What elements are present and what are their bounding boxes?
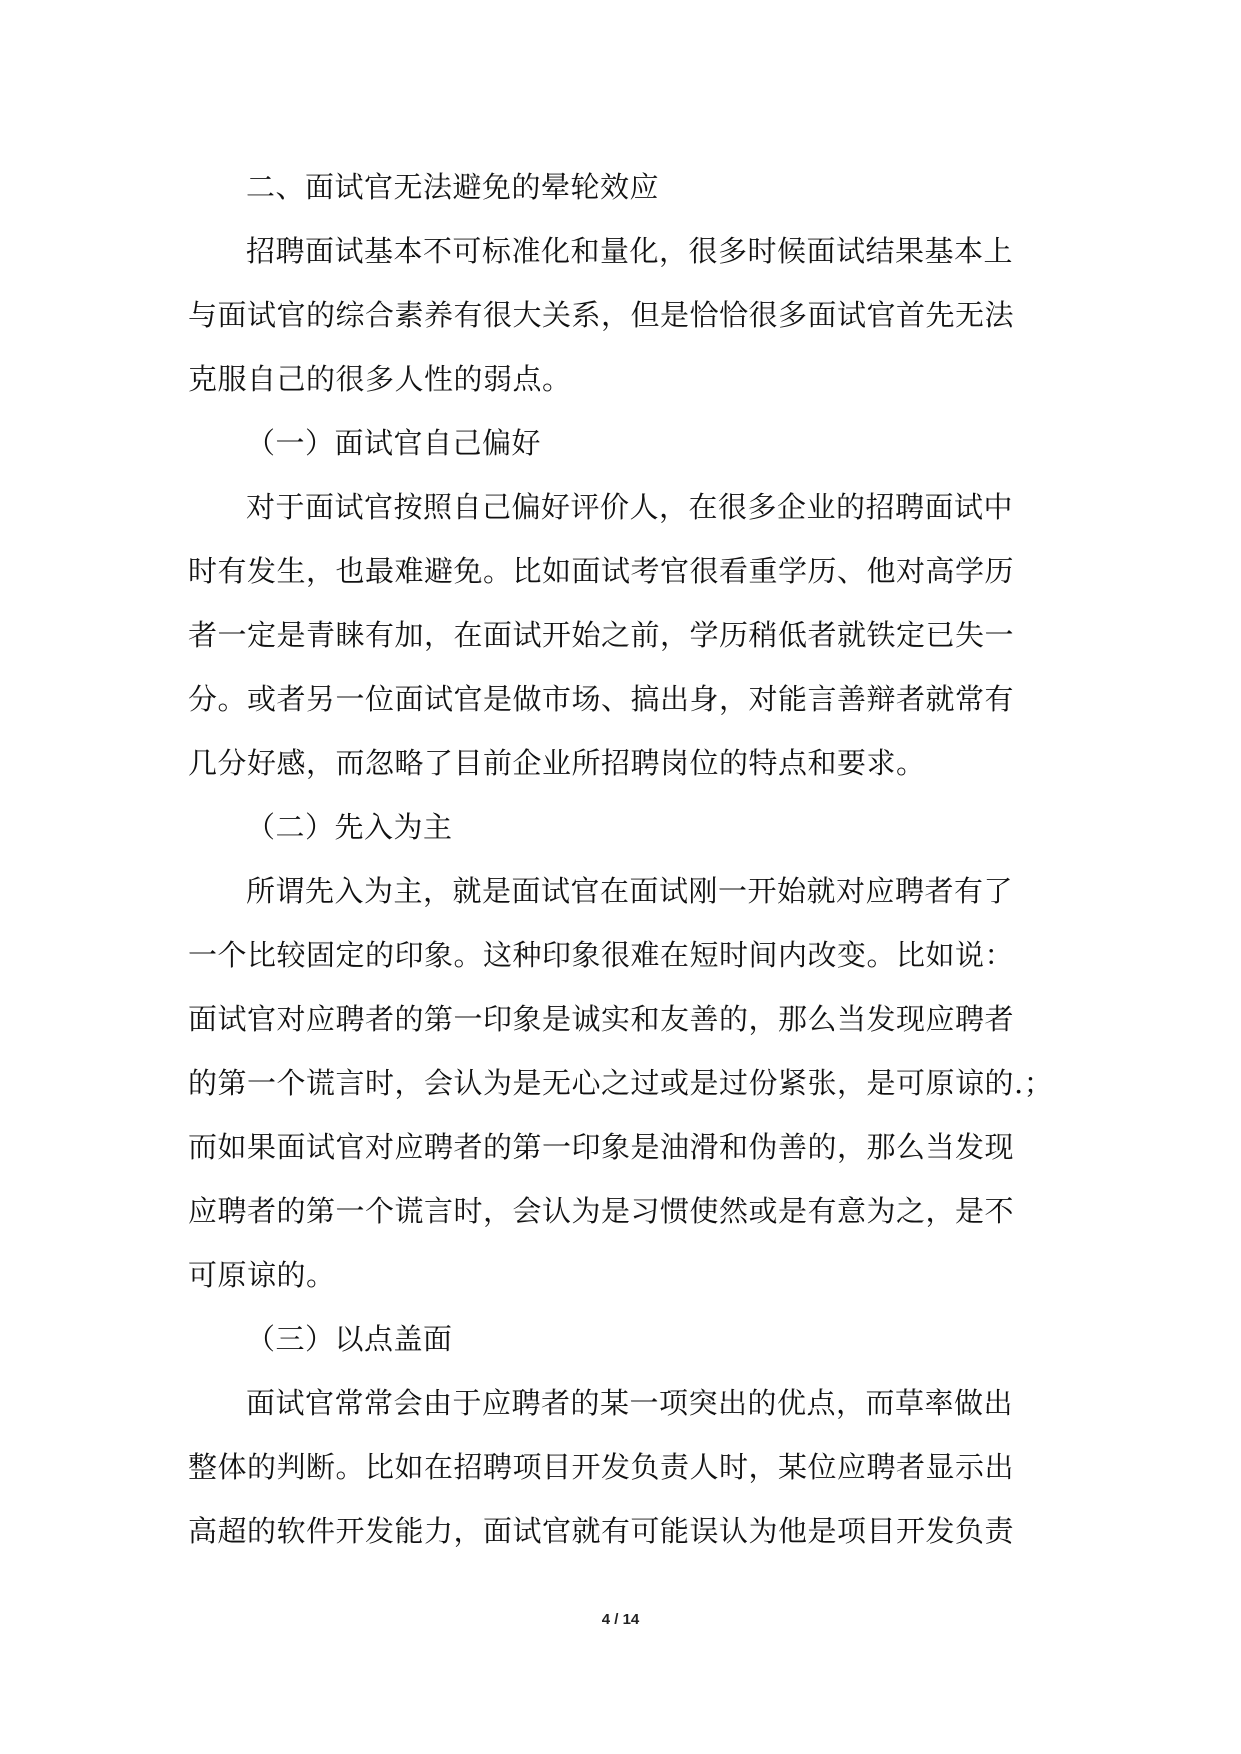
subsection-heading: （三）以点盖面 — [246, 1322, 453, 1356]
section-heading: 二、面试官无法避免的晕轮效应 — [246, 170, 660, 204]
paragraph-line: 一个比较固定的印象。这种印象很难在短时间内改变。比如说： — [188, 938, 1015, 972]
paragraph-line: 面试官常常会由于应聘者的某一项突出的优点，而草率做出 — [246, 1386, 1014, 1420]
paragraph-line: 高超的软件开发能力，面试官就有可能误认为他是项目开发负责 — [188, 1514, 1015, 1548]
paragraph-line: 分。或者另一位面试官是做市场、搞出身，对能言善辩者就常有 — [188, 682, 1015, 716]
paragraph-line: 与面试官的综合素养有很大关系，但是恰恰很多面试官首先无法 — [188, 298, 1015, 332]
page-number: 4 / 14 — [601, 1611, 640, 1628]
paragraph-line: 对于面试官按照自己偏好评价人，在很多企业的招聘面试中 — [246, 490, 1014, 524]
paragraph-line: 可原谅的。 — [188, 1258, 336, 1292]
paragraph-line: 者一定是青睐有加，在面试开始之前，学历稍低者就铁定已失一 — [188, 618, 1015, 652]
paragraph-line: 所谓先入为主，就是面试官在面试刚一开始就对应聘者有了 — [246, 874, 1014, 908]
paragraph-line: 几分好感，而忽略了目前企业所招聘岗位的特点和要求。 — [188, 746, 926, 780]
subsection-heading: （二）先入为主 — [246, 810, 453, 844]
paragraph-line: 而如果面试官对应聘者的第一印象是油滑和伪善的，那么当发现 — [188, 1130, 1015, 1164]
paragraph-line: 面试官对应聘者的第一印象是诚实和友善的，那么当发现应聘者 — [188, 1002, 1015, 1036]
subsection-heading: （一）面试官自己偏好 — [246, 426, 542, 460]
paragraph-line: 时有发生，也最难避免。比如面试考官很看重学历、他对高学历 — [188, 554, 1015, 588]
paragraph-line: 招聘面试基本不可标准化和量化，很多时候面试结果基本上 — [246, 234, 1014, 268]
paragraph-line: 整体的判断。比如在招聘项目开发负责人时，某位应聘者显示出 — [188, 1450, 1015, 1484]
paragraph-line: 应聘者的第一个谎言时，会认为是习惯使然或是有意为之，是不 — [188, 1194, 1015, 1228]
paragraph-line: 的第一个谎言时，会认为是无心之过或是过份紧张，是可原谅的.； — [188, 1066, 1054, 1100]
document-body — [188, 155, 1058, 1563]
paragraph-line: 克服自己的很多人性的弱点。 — [188, 362, 572, 396]
